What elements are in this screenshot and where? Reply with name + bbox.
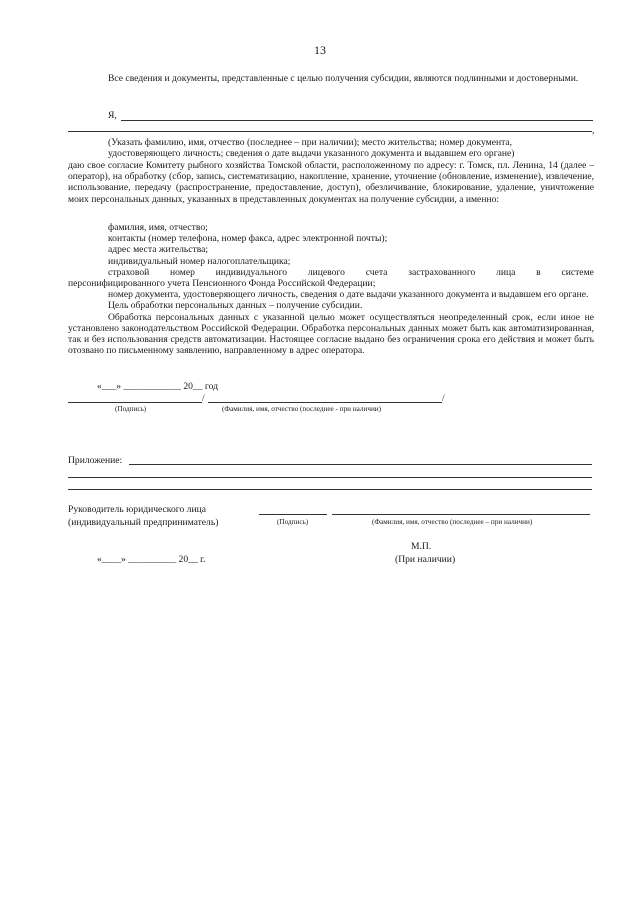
- head-subtitle: (индивидуальный предприниматель): [68, 517, 219, 528]
- name-input-line-2[interactable]: [68, 131, 592, 132]
- list-item: фамилия, имя, отчество;: [108, 222, 208, 233]
- authenticity-statement: Все сведения и документы, представленные с целью получения субсидии, являются подлинными и достоверными.: [108, 73, 579, 84]
- date-field-2[interactable]: «____» __________ 20__ г.: [97, 554, 206, 565]
- list-item: номер документа, удостоверяющего личность, сведения о дате выдачи указанного документа и выдавшем его органе.: [108, 289, 589, 301]
- slash-2: /: [442, 393, 445, 404]
- page-number: 13: [314, 43, 326, 57]
- processing-text: Обработка персональных данных с указанной целью может осуществляться неопределенный срок, если иное не установлено законодательством Российской Федерации. Обработка персональных данных может быть как автоматизированная, так и без использования средств автоматизации. Настоящее согласие выдано без ограничения срока его действия и может быть отозвано по письменному заявлению, направленному в адрес оператора.: [68, 311, 594, 357]
- head-fio-caption: (Фамилия, имя, отчество (последнее – при наличии): [372, 518, 533, 526]
- appendix-label: Приложение:: [68, 455, 123, 466]
- name-input-line-1[interactable]: [121, 120, 593, 121]
- list-item: контакты (номер телефона, номер факса, адрес электронной почты);: [108, 233, 388, 245]
- date-field-1[interactable]: «___» ____________ 20__ год: [97, 381, 219, 392]
- appendix-line-1[interactable]: [129, 464, 592, 465]
- list-item: адрес места жительства;: [108, 244, 209, 256]
- head-signature-line[interactable]: [259, 514, 327, 515]
- fio-caption: (Фамилия, имя, отчество (последнее - при наличии): [222, 405, 382, 413]
- head-title: Руководитель юридического лица: [68, 504, 206, 515]
- list-item-snils: страховой номер индивидуального лицевого счета застрахованного лица в системе: [108, 266, 594, 278]
- appendix-line-3[interactable]: [68, 489, 592, 490]
- name-hint: (Указать фамилию, имя, отчество (последнее – при наличии); место жительства; номер документа, удостоверяющего личность; сведения о дате выдачи указанного документа и выдавшем его органе): [108, 137, 515, 160]
- fio-line[interactable]: [208, 402, 442, 403]
- consent-text: даю свое согласие Комитету рыбного хозяйства Томской области, расположенному по адресу: г. Томск, пл. Ленина, 14 (далее – оператор), на обработку (сбор, запись, систематизацию, накопление, хранение, уточнение (обновление, изменение), извлечение, использование, передачу (распространение, предоставление, доступ), обезличивание, блокирование, удаление, уничтожение моих персональных данных, указанных в представленных документах на получение субсидии, а именно:: [68, 160, 594, 205]
- stamp-note: (При наличии): [395, 554, 456, 565]
- data-items-list: фамилия, имя, отчество; контакты (номер телефона, номер факса, адрес электронной почты); адрес места жительства; индивидуальный номер налогоплательщика; страховой номер индивидуального лицевого счета застрахованного лица в системе персонифицированного учета Пенсионного Фонда Российской Федерации; номер документа, удостоверяющего личность, сведения о дате выдачи указанного документа и выдавшем его органе. Цель обработки персональных данных – получение субсидии. Обработка персональных данных с указанной целью может осуществляться неопределенный срок, если иное не установлено законодательством Российской Федерации. Обработка персональных данных может быть как автоматизированная, так и без использования средств автоматизации. Настоящее согласие выдано без ограничения срока его действия и может быть отозвано по письменному заявлению, направленному в адрес оператора.: [68, 222, 594, 357]
- signature-caption: (Подпись): [115, 405, 147, 413]
- signature-line[interactable]: [68, 402, 202, 403]
- purpose-text: Цель обработки персональных данных – получение субсидии.: [108, 300, 363, 312]
- head-fio-line[interactable]: [332, 514, 590, 515]
- appendix-line-2[interactable]: [68, 477, 592, 478]
- list-item: индивидуальный номер налогоплательщика;: [108, 255, 291, 267]
- stamp-label: М.П.: [411, 541, 432, 552]
- slash-1: /: [202, 393, 205, 404]
- head-signature-caption: (Подпись): [277, 518, 309, 526]
- ya-label: Я,: [108, 110, 117, 121]
